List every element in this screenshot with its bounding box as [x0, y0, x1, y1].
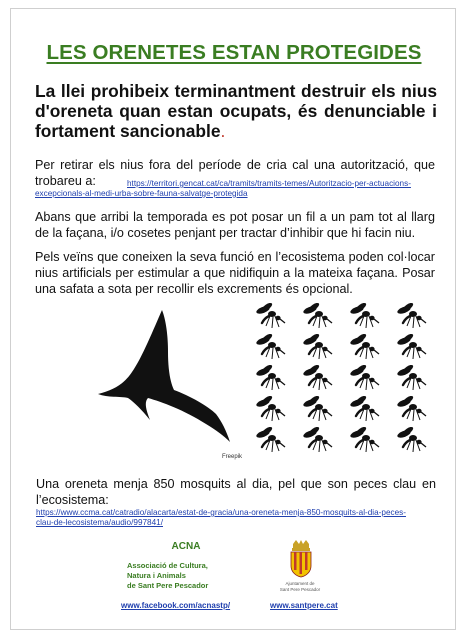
mosquito-icon — [255, 332, 285, 359]
permit-link-line1[interactable]: https://territori.gencat.cat/ca/tramits/tramits-temes/Autoritzacio-per-actuacions- — [127, 179, 411, 188]
artificial-nest-paragraph: Pels veïns que coneixen la seva funció en l’ecosistema poden col·locar nius artificials per estimular a que nidifiquin a la mateixa façana. Posar una safata a sota per recollir els excrements és opcional. — [35, 250, 435, 296]
mosquito-icon — [255, 425, 285, 452]
mosquito-icon — [255, 394, 285, 421]
page-title: LES ORENETES ESTAN PROTEGIDES — [46, 41, 422, 64]
mosquito-icon — [302, 332, 332, 359]
image-credit: Freepik — [222, 454, 243, 460]
mosquito-icon — [349, 332, 379, 359]
ajuntament-line: Sant Pere Pescador — [279, 586, 321, 592]
mosquito-icon — [255, 363, 285, 390]
ajuntament-line: Ajuntament de — [285, 581, 315, 586]
facebook-link[interactable]: www.facebook.com/acnastp/ — [121, 601, 231, 610]
swallow-silhouette-icon — [90, 306, 240, 446]
municipal-crest-icon — [288, 540, 314, 578]
mosquito-icon — [349, 301, 379, 328]
mosquito-icons-svg — [252, 299, 440, 454]
mosquito-icon — [302, 301, 332, 328]
mosquito-icon — [396, 332, 426, 359]
mosquito-grid — [252, 299, 440, 459]
radio-link-line2[interactable]: clau-de-lecosistema/audio/997841/ — [36, 518, 163, 527]
diet-paragraph: Una oreneta menja 850 mosquits al dia, pel que son peces clau en l’ecosistema: — [36, 477, 436, 507]
acna-line: Associació de Cultura, — [127, 561, 208, 570]
mosquito-icon — [302, 394, 332, 421]
mosquito-icon — [396, 394, 426, 421]
mosquito-icon — [349, 363, 379, 390]
lead-end: . — [220, 121, 226, 141]
permit-link-line2[interactable]: excepcionals-al-medi-urba-sobre-fauna-salvatge-protegida — [35, 189, 248, 198]
ajuntament-label — [265, 581, 335, 592]
lead-statement: La llei prohibeix terminantment destruir els nius d'oreneta quan estan ocupats, és denunciable i fortament sancionable. — [35, 81, 437, 141]
mosquito-icon — [349, 394, 379, 421]
mosquito-icon — [396, 363, 426, 390]
acna-description — [127, 561, 208, 591]
mosquito-icon — [302, 425, 332, 452]
acna-line: de Sant Pere Pescador — [127, 581, 209, 590]
mosquito-icon — [302, 363, 332, 390]
radio-link-line1[interactable]: https://www.ccma.cat/catradio/alacarta/estat-de-gracia/una-oreneta-menja-850-mosquits-al-dia-peces- — [36, 508, 406, 517]
acna-logo-title: ACNA — [171, 541, 201, 552]
website-link[interactable]: www.santpere.cat — [270, 601, 338, 610]
deterrent-paragraph: Abans que arribi la temporada es pot posar un fil a un pam tot al llarg de la façana, i/o cosetes penjant per tractar d’inhibir que hi facin niu. — [35, 210, 435, 240]
acna-line: Natura i Animals — [127, 571, 186, 580]
mosquito-icon — [396, 301, 426, 328]
mosquito-icon — [349, 425, 379, 452]
permit-paragraph: Per retirar els nius fora del període de cria cal una autorització, que trobareu a: — [35, 158, 435, 188]
mosquito-icon — [396, 425, 426, 452]
mosquito-icon — [255, 301, 285, 328]
